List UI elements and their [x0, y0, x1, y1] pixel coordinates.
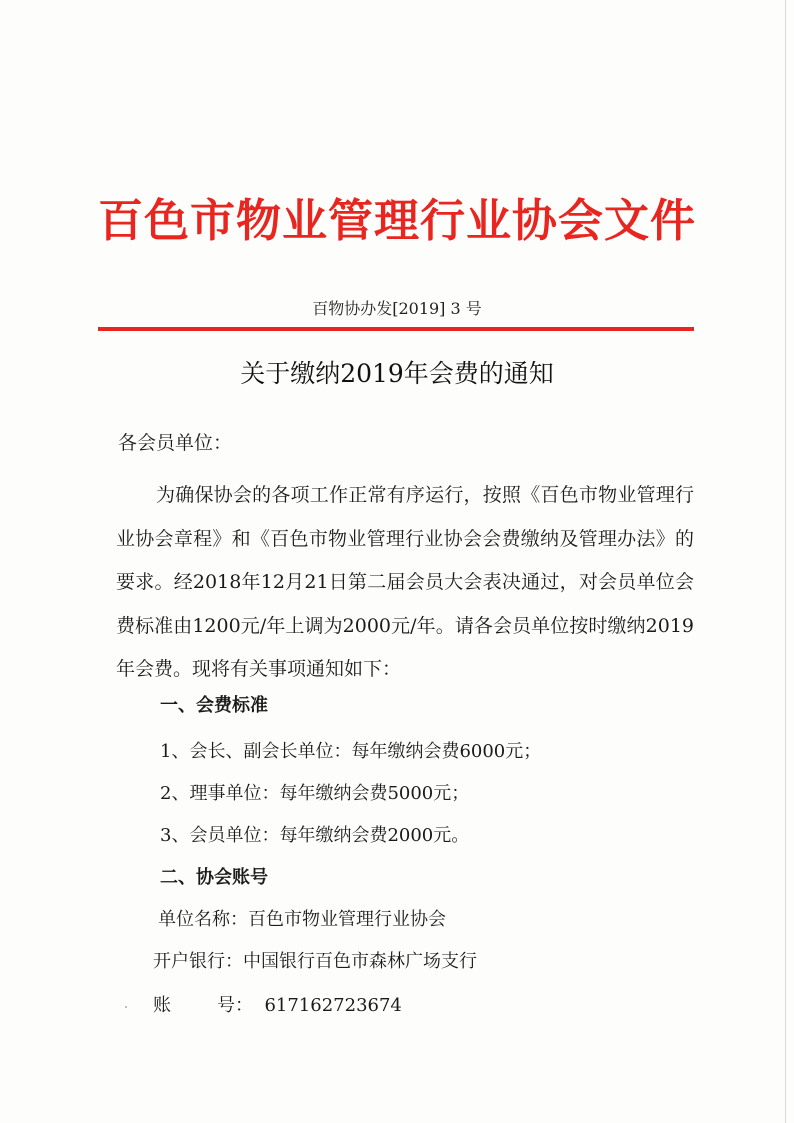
notice-title: 关于缴纳2019年会费的通知	[240, 359, 554, 388]
scan-speck	[125, 1006, 127, 1008]
bank-name: 开户银行：中国银行百色市森林广场支行	[153, 951, 477, 972]
red-divider-rule	[98, 327, 694, 331]
section-heading-account: 二、协会账号	[160, 867, 268, 888]
fee-item-1: 1、会长、副会长单位：每年缴纳会费6000元；	[160, 741, 542, 762]
unit-name: 单位名称：百色市物业管理行业协会	[158, 909, 446, 930]
account-label-char1: 账	[153, 995, 171, 1016]
account-label-char2: 号：	[217, 995, 253, 1016]
section-heading-fee-standard: 一、会费标准	[160, 695, 268, 716]
account-row	[153, 991, 402, 1017]
body-paragraph: 为确保协会的各项工作正常有序运行，按照《百色市物业管理行业协会章程》和《百色市物业管理行业协会会费缴纳及管理办法》的要求。经2018年12月21日第二届会员大会表决通过，对会员单位会费标准由1200元/年上调为2000元/年。请各会员单位按时缴纳2019年会费。现将有关事项通知如下：	[116, 484, 694, 681]
salutation: 各会员单位：	[118, 432, 233, 454]
account-number: 617162723674	[264, 995, 402, 1016]
page-edge	[785, 0, 786, 1123]
fee-item-3: 3、会员单位：每年缴纳会费2000元。	[160, 825, 470, 846]
letterhead-title: 百色市物业管理行业协会文件	[97, 194, 696, 247]
fee-item-2: 2、理事单位：每年缴纳会费5000元；	[160, 783, 470, 804]
document-number: 百物协办发[2019] 3 号	[312, 299, 482, 318]
